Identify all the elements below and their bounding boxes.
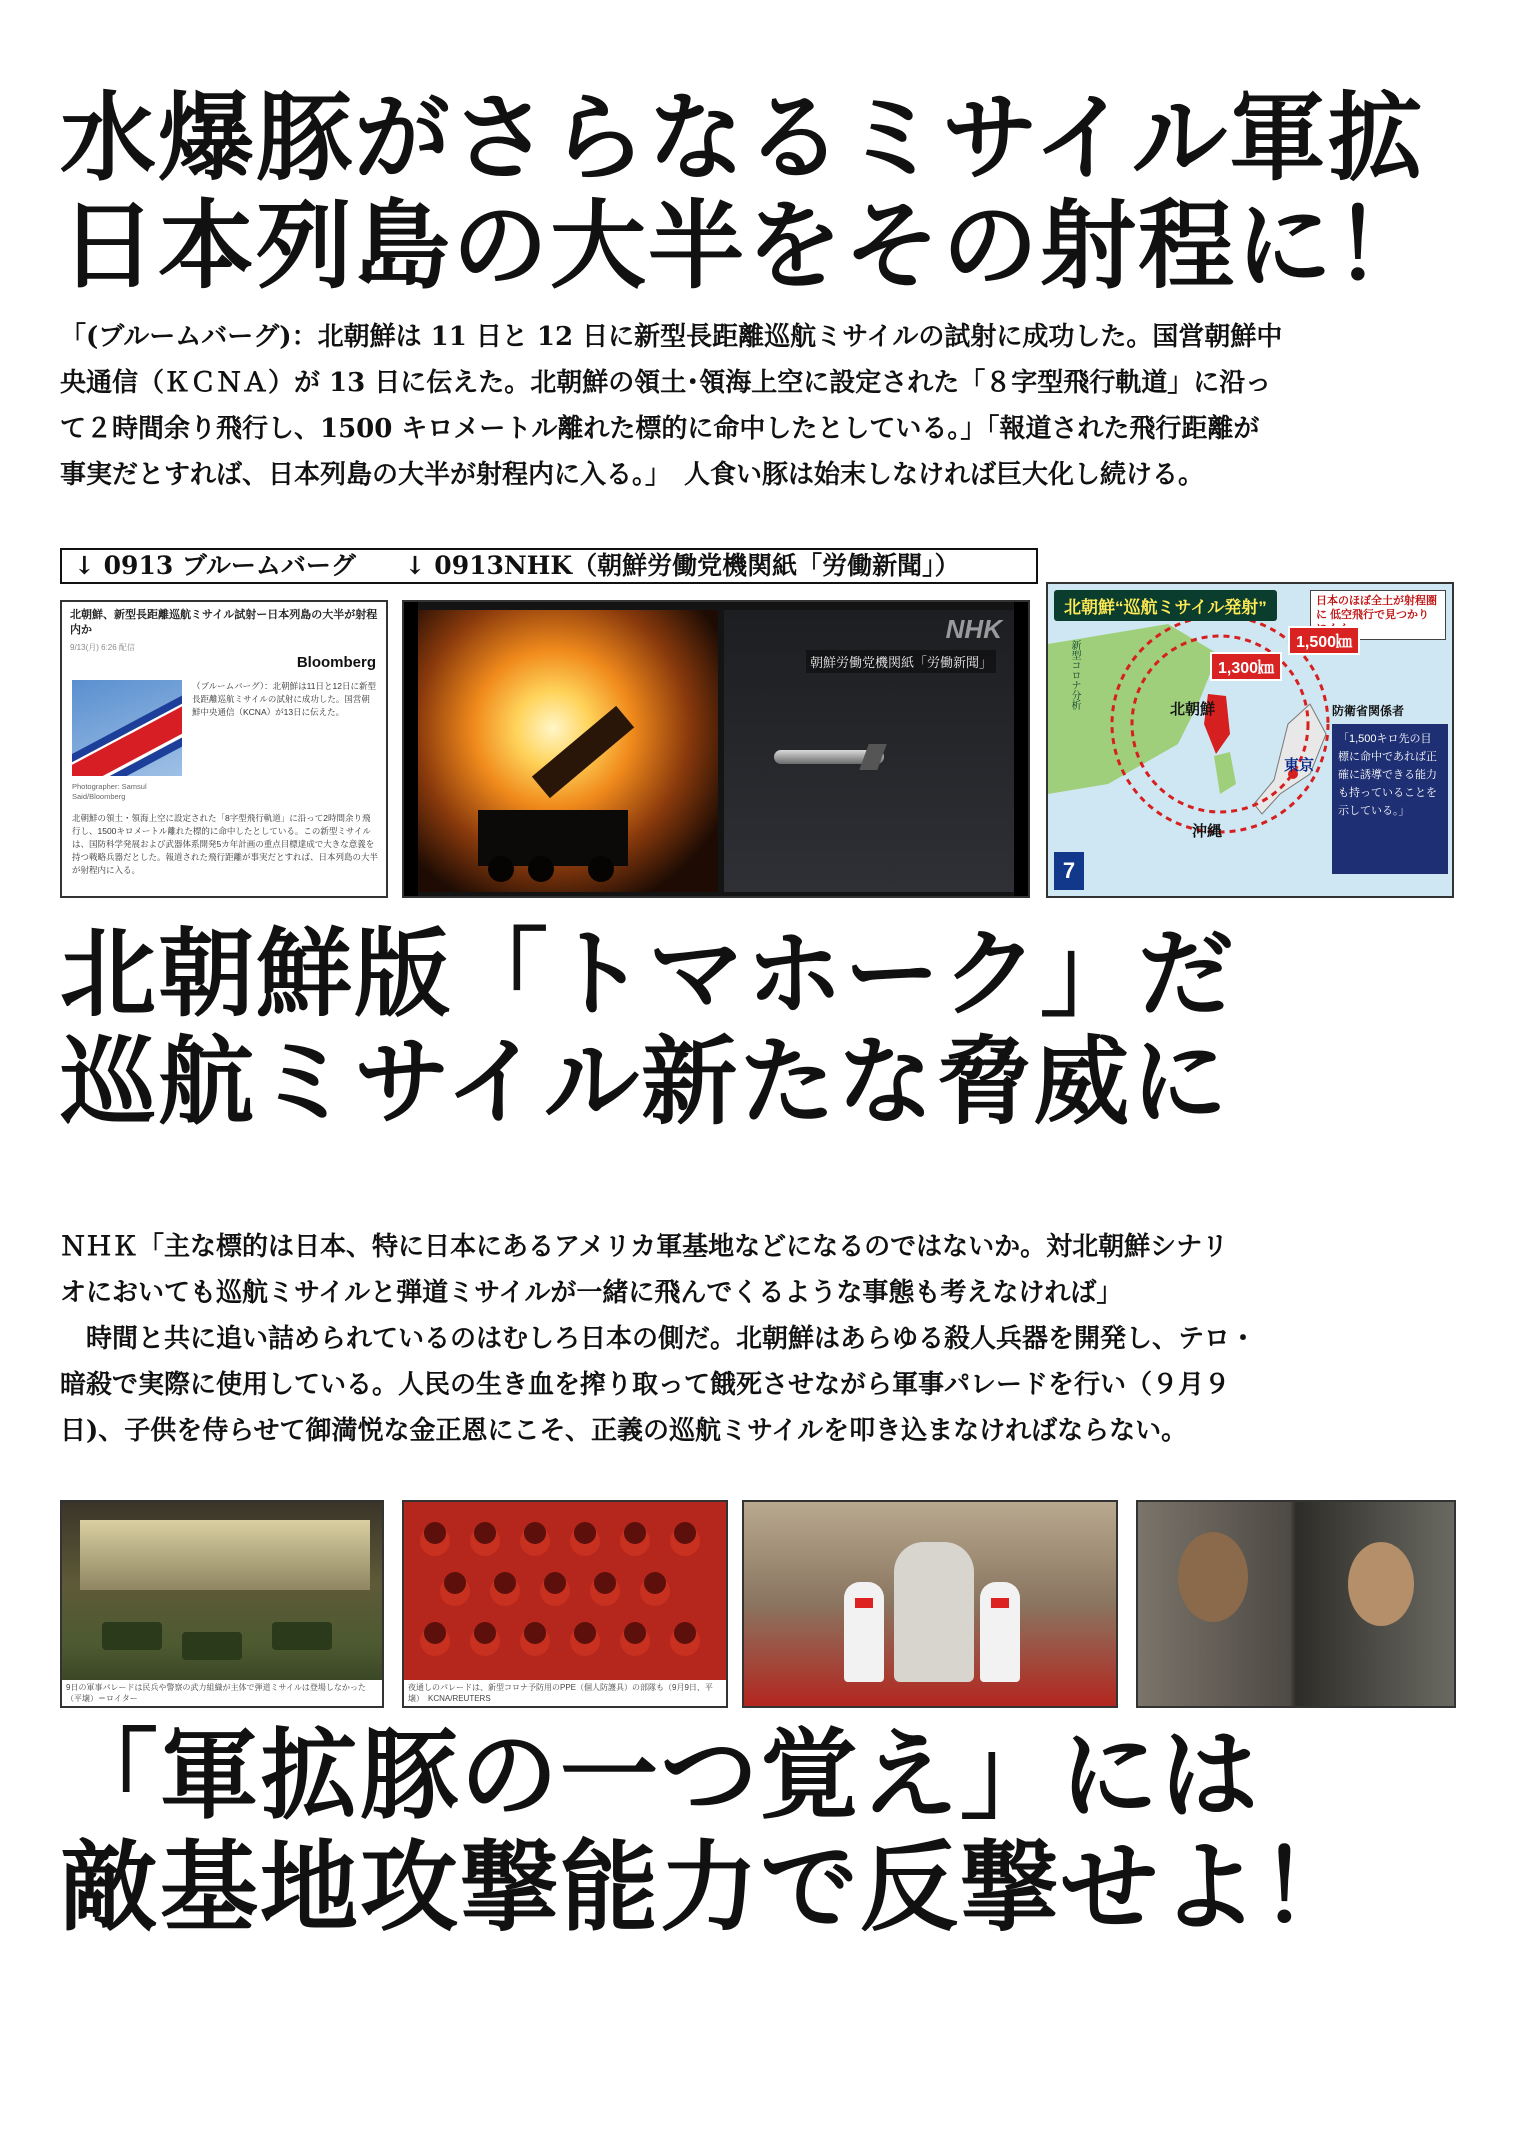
photo-credit-line: Photographer: Samsul <box>72 782 147 791</box>
headline-middle-line1: 北朝鮮版「トマホーク」だ <box>60 918 1236 1030</box>
starving-children-photo <box>1136 1500 1456 1708</box>
north-korea-flag-image <box>72 680 182 776</box>
source-caption <box>60 548 1038 584</box>
channel-logo: 7 <box>1054 852 1084 890</box>
article-meta: 9/13(月) 6:26 配信 <box>70 643 135 652</box>
official-label: 防衛省関係者 <box>1332 704 1405 718</box>
map-side-text: 新型コロナ分析 <box>1069 640 1080 710</box>
bloomberg-article-image <box>60 600 388 898</box>
headline-middle-line2: 巡航ミサイル新たな脅威に <box>60 1026 1230 1138</box>
photo-credit <box>72 782 147 802</box>
headline-middle <box>60 920 1460 1136</box>
bloomberg-logo: Bloomberg <box>296 654 376 671</box>
intro-line: て２時間余り飛行し、1500 キロメートル離れた標的に命中したとしている。」「報道された飛行距離が <box>60 414 1260 444</box>
leader-with-children-photo <box>742 1500 1118 1708</box>
photo-credit-line: Said/Bloomberg <box>72 792 126 801</box>
nhk-caption: 朝鮮労働党機関紙「労働新聞」 <box>806 650 996 673</box>
missile-launch-photo <box>418 610 718 892</box>
south-korea-land <box>1214 752 1236 794</box>
source-caption-nhk: ↓ 0913NHK（朝鮮労働党機関紙「労働新聞」） <box>404 551 960 580</box>
nhk-missile-launch-image <box>402 600 1030 898</box>
range-label-1300: 1,300㎞ <box>1210 652 1282 681</box>
intro-paragraph <box>60 314 1458 498</box>
headline-bottom-line2: 敵基地攻撃能力で反撃せよ！ <box>60 1831 1361 1945</box>
map-title: 北朝鮮“巡航ミサイル発射” <box>1054 590 1277 621</box>
article-lead: （ブルームバーグ）：北朝鮮は11日と12日に新型長距離巡航ミサイルの試射に成功した。国営朝鮮中央通信（KCNA）が13日に伝えた。 <box>192 681 376 717</box>
label-north-korea: 北朝鮮 <box>1170 701 1216 718</box>
missile-range-map-image <box>1046 582 1454 898</box>
map-note: 日本のほぼ全土が射程圏に 低空飛行で見つかり <box>1310 590 1446 640</box>
range-label-1500: 1,500㎞ <box>1288 626 1360 655</box>
photo-caption: 9日の軍事パレードは民兵や警察の武力組織が主体で弾道ミサイルは登場しなかった（平壌）＝ロイター <box>62 1680 382 1706</box>
body-line: 時間と共に追い詰められているのはむしろ日本の側だ。北朝鮮はあらゆる殺人兵器を開発し、テロ・ <box>60 1324 1257 1354</box>
source-caption-bloomberg: ↓ 0913 ブルームバーグ <box>74 551 356 580</box>
headline-top <box>60 84 1460 300</box>
photo-caption: 夜通しのパレードは、新型コロナ予防用のPPE（個人防護具）の部隊も（9月9日、平壌） KCNA/REUTERS <box>404 1680 726 1706</box>
nhk-logo: NHK <box>945 614 1002 644</box>
intro-line: 事実だとすれば、日本列島の大半が射程内に入る。」 人食い豚は始末しなければ巨大化し続ける。 <box>60 460 1205 490</box>
label-tokyo: 東京 <box>1284 757 1315 774</box>
label-okinawa: 沖縄 <box>1192 823 1223 840</box>
body-paragraph <box>60 1224 1458 1454</box>
headline-bottom-line1: 「軍拡豚の一つ覚え」には <box>60 1719 1261 1833</box>
body-line: オにおいても巡航ミサイルと弾道ミサイルが一緒に飛んでくるような事態も考えなければ」 <box>60 1278 1123 1308</box>
headline-top-line2: 日本列島の大半をその射程に！ <box>60 190 1432 302</box>
article-body: 北朝鮮の領土・領海上空に設定された「8字型飛行軌道」に沿って2時間余り飛行し、1500キロメートル離れた標的に命中したとしている。この新型ミサイルは、国防科学発展および武器体系開発5カ年計画の重点目標達成で大きな意義を持つ戦略兵器だとした。報道された飛行距離が事実だとすれば、日本列島の大半が射程内に入る。 <box>72 813 379 875</box>
body-line: 日)、子供を侍らせて御満悦な金正恩にこそ、正義の巡航ミサイルを叩き込まなければならない。 <box>60 1416 1188 1446</box>
intro-line: 「(ブルームバーグ)：北朝鮮は 11 日と 12 日に新型長距離巡航ミサイルの試射に成功した。国営朝鮮中 <box>60 322 1283 352</box>
article-title: 北朝鮮、新型長距離巡航ミサイル試射ー日本列島の大半が射程内か <box>70 609 378 636</box>
ppe-troops-photo <box>402 1500 728 1708</box>
military-parade-photo <box>60 1500 384 1708</box>
body-line: 暗殺で実際に使用している。人民の生き血を搾り取って餓死させながら軍事パレードを行い（９月９ <box>60 1370 1231 1400</box>
headline-bottom <box>60 1720 1460 1944</box>
official-quote: 「1,500キロ先の目標に命中であれば正確に誘導できる能力も持っていることを示している。」 <box>1332 724 1448 874</box>
body-line: ＮＨＫ「主な標的は日本、特に日本にあるアメリカ軍基地などになるのではないか。対北朝鮮シナリ <box>60 1232 1229 1262</box>
headline-top-line1: 水爆豚がさらなるミサイル軍拡 <box>60 82 1426 194</box>
intro-line: 央通信（ＫＣＮＡ）が 13 日に伝えた。北朝鮮の領土･領海上空に設定された「８字型飛行軌道」に沿っ <box>60 368 1272 398</box>
